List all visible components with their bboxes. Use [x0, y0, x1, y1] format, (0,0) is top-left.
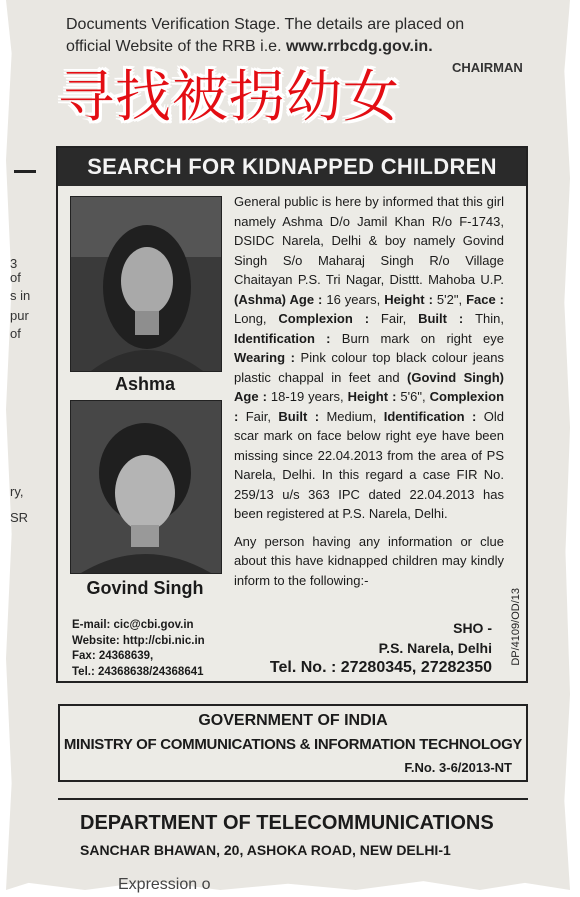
ad-body-segment: Long, [234, 311, 279, 326]
sho-station: P.S. Narela, Delhi [378, 640, 492, 656]
sho-contact [270, 618, 492, 678]
ad-body-segment: Medium, [326, 408, 384, 424]
sho-tel: Tel. No. : 27280345, 27282350 [269, 659, 492, 676]
gov-line1: GOVERNMENT OF INDIA [198, 712, 388, 729]
ad-body-segment: Old scar mark on face below right eye have been missing since 22.04.2013 from the area of PS Narela, Delhi. In this regard a case FIR No. 259/13 u/s 363 IPC dated 22.04.2013 has been registered at P.S. Narela, Delhi. [234, 408, 504, 521]
ad-body-segment: Identification : [383, 408, 484, 424]
dot-line2: SANCHAR BHAWAN, 20, ASHOKA ROAD, NEW DELHI-1 [80, 842, 451, 858]
ad-body-segment: Face : [466, 291, 505, 307]
ad-body-segment: 5'2", [436, 291, 467, 307]
ad-body-segment: Wearing : [234, 350, 301, 365]
ad-body-segment: Fair, [245, 408, 279, 424]
ad-body-segment: Built : [278, 408, 327, 424]
gov-fno: F.No. 3-6/2013-NT [404, 760, 512, 775]
cbi-contact [72, 618, 232, 680]
ad-body-segment: Height : [384, 291, 437, 307]
govind-photo [70, 400, 222, 574]
kidnapped-children-ad [56, 146, 528, 683]
previous-article-line1: Documents Verification Stage. The details are placed on [66, 16, 465, 33]
ad-body-segment: Thin, [475, 311, 504, 326]
contact-email: E-mail: cic@cbi.gov.in [72, 619, 194, 631]
left-col-word: s in [10, 288, 31, 303]
contact-fax: Fax: 24368639, [72, 650, 154, 662]
left-col-word: of [10, 270, 21, 285]
chairman-text: CHAIRMAN [452, 60, 523, 75]
left-col-word: ry, [10, 484, 24, 499]
overlay-title: 寻找被拐幼女 [58, 65, 400, 130]
government-ad [58, 704, 528, 782]
govind-label: Govind Singh [86, 578, 204, 598]
previous-article-line2: official Website of the RRB i.e. www.rrbcdg.gov.in. [66, 38, 433, 55]
left-col-word: pur [10, 308, 29, 323]
contact-website: Website: http://cbi.nic.in [72, 634, 205, 647]
ad-body-segment: 16 years, [326, 291, 385, 307]
ad-body-segment: 18-19 years, [270, 389, 348, 404]
ad-body-segment: Burn mark on right eye [341, 330, 504, 346]
ad-body-paragraph [234, 192, 504, 524]
ad-body-segment: (Ashma) Age : [234, 291, 327, 307]
ad-body-segment: Complexion : [234, 389, 505, 424]
ad-body-text [234, 192, 504, 590]
gov-line2: MINISTRY OF COMMUNICATIONS & INFORMATION TECHNOLOGY [63, 736, 523, 753]
rrb-website: www.rrbcdg.gov.in. [285, 38, 433, 55]
ad-body-segment: (Govind Singh) Age : [234, 369, 505, 404]
ad-body-segment: Fair, [380, 311, 419, 326]
ad-body-segment: 5'6", [400, 389, 430, 404]
sho-title: SHO - [453, 620, 492, 636]
left-col-word: SR [10, 510, 29, 525]
previous-article-text [66, 14, 464, 58]
left-col-word: 3 [10, 256, 18, 271]
ad-body-segment: Complexion : [278, 311, 381, 326]
ad-body-paragraph-2: Any person having any information or clue about this have kidnapped children may kindly inform to the following:- [234, 533, 504, 588]
ashma-label: Ashma [114, 374, 176, 394]
ad-body-segment: General public is here by informed that this girl namely Ashma D/o Jamil Khan R/o F-1743, DSIDC Narela, Delhi & boy namely Govind Singh S/o Maharaj Singh R/o Village Chaitayan P.S. Tri Nagar, Disttt. Mahoba U.P. [234, 194, 504, 287]
ad-heading: SEARCH FOR KIDNAPPED CHILDREN [58, 148, 526, 186]
dot-line1: DEPARTMENT OF TELECOMMUNICATIONS [80, 812, 494, 834]
ad-body-segment: Identification : [234, 330, 342, 346]
ashma-photo [70, 196, 222, 372]
ad-body-segment: Height : [347, 389, 401, 404]
dp-code: DP/4109/OD/13 [510, 588, 522, 666]
contact-tel: Tel.: 24368638/24368641 [72, 665, 204, 678]
dot-ad [58, 798, 528, 893]
ad-body-segment: Built : [418, 311, 476, 326]
ad-body-segment: Pink colour top black colour jeans plastic chappal in feet and [234, 350, 504, 385]
dot-line3: Expression o [118, 876, 211, 893]
left-col-word: of [10, 326, 21, 341]
